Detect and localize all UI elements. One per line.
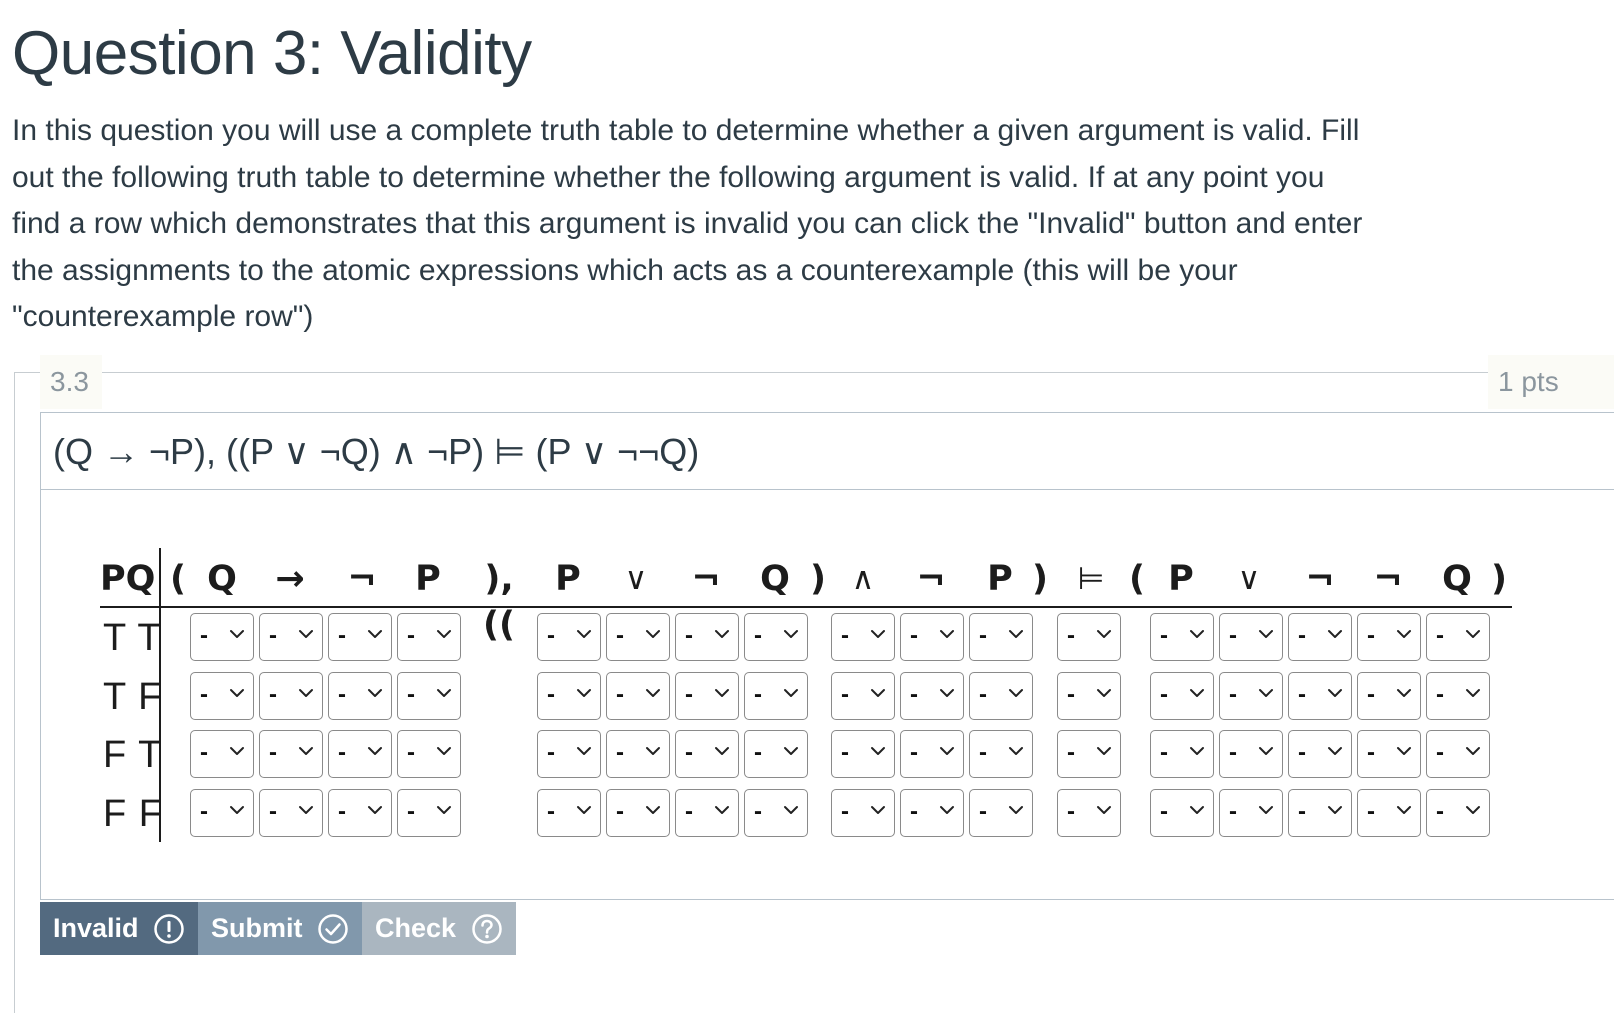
truth-value-select[interactable] bbox=[259, 730, 323, 778]
chevron-down-icon bbox=[1258, 628, 1274, 640]
truth-value-select[interactable] bbox=[900, 613, 964, 661]
select-value: - bbox=[1160, 739, 1168, 766]
exclamation-circle-icon bbox=[153, 913, 185, 945]
truth-value-select[interactable] bbox=[969, 730, 1033, 778]
select-value: - bbox=[616, 681, 624, 708]
select-value: - bbox=[338, 622, 346, 649]
select-value: - bbox=[1067, 798, 1075, 825]
chevron-down-icon bbox=[1008, 628, 1024, 640]
question-instructions: In this question you will use a complete truth table to determine whether a given argument is valid. Fill out the following truth table to determine whether the following argument is valid. If at any point you find a row which demonstrates that this argument is invalid you can click the "Invalid" button and enter the assignments to the atomic expressions which acts as a counterexample (this will be your "counterexample row") bbox=[12, 114, 1363, 333]
select-value: - bbox=[1298, 622, 1306, 649]
select-value: - bbox=[338, 798, 346, 825]
truth-value-select[interactable] bbox=[1357, 730, 1421, 778]
select-value: - bbox=[200, 622, 208, 649]
truth-value-select[interactable] bbox=[1219, 672, 1283, 720]
check-button[interactable] bbox=[362, 902, 516, 955]
chevron-down-icon bbox=[939, 687, 955, 699]
truth-value-select[interactable] bbox=[1057, 730, 1121, 778]
chevron-down-icon bbox=[645, 628, 661, 640]
select-value: - bbox=[841, 622, 849, 649]
submit-button-label: Submit bbox=[211, 913, 303, 943]
select-value: - bbox=[338, 739, 346, 766]
chevron-down-icon bbox=[367, 745, 383, 757]
truth-value-select[interactable] bbox=[675, 672, 739, 720]
truth-value-select[interactable] bbox=[675, 730, 739, 778]
select-value: - bbox=[1067, 739, 1075, 766]
truth-value-select[interactable] bbox=[259, 672, 323, 720]
select-value: - bbox=[269, 681, 277, 708]
chevron-down-icon bbox=[870, 628, 886, 640]
select-value: - bbox=[1229, 681, 1237, 708]
chevron-down-icon bbox=[1396, 628, 1412, 640]
chevron-down-icon bbox=[436, 804, 452, 816]
select-value: - bbox=[269, 622, 277, 649]
select-value: - bbox=[1436, 739, 1444, 766]
select-value: - bbox=[1298, 681, 1306, 708]
truth-value-select[interactable] bbox=[831, 789, 895, 837]
truth-value-select[interactable] bbox=[328, 789, 392, 837]
truth-value-select[interactable] bbox=[1057, 672, 1121, 720]
chevron-down-icon bbox=[1396, 804, 1412, 816]
truth-value-select[interactable] bbox=[1057, 613, 1121, 661]
select-value: - bbox=[1229, 622, 1237, 649]
chevron-down-icon bbox=[714, 687, 730, 699]
chevron-down-icon bbox=[1096, 628, 1112, 640]
chevron-down-icon bbox=[783, 628, 799, 640]
select-value: - bbox=[1298, 739, 1306, 766]
chevron-down-icon bbox=[714, 745, 730, 757]
chevron-down-icon bbox=[229, 745, 245, 757]
chevron-down-icon bbox=[783, 745, 799, 757]
select-value: - bbox=[269, 798, 277, 825]
page-title: Question 3: Validity bbox=[12, 19, 532, 88]
chevron-down-icon bbox=[1096, 745, 1112, 757]
truth-value-select[interactable] bbox=[1426, 672, 1490, 720]
chevron-down-icon bbox=[1008, 804, 1024, 816]
truth-value-select[interactable] bbox=[606, 672, 670, 720]
select-value: - bbox=[1067, 681, 1075, 708]
header-p: P bbox=[987, 559, 1013, 599]
header-q: Q bbox=[760, 559, 790, 599]
header-p: P bbox=[1168, 559, 1194, 599]
header-not: ¬ bbox=[347, 559, 377, 599]
chevron-down-icon bbox=[436, 687, 452, 699]
truth-value-select[interactable] bbox=[1357, 789, 1421, 837]
header-atoms: PQ bbox=[100, 559, 156, 599]
select-value: - bbox=[616, 622, 624, 649]
chevron-down-icon bbox=[298, 804, 314, 816]
chevron-down-icon bbox=[714, 628, 730, 640]
select-value: - bbox=[547, 798, 555, 825]
chevron-down-icon bbox=[1258, 687, 1274, 699]
chevron-down-icon bbox=[298, 745, 314, 757]
chevron-down-icon bbox=[298, 687, 314, 699]
header-q: Q bbox=[1442, 559, 1472, 599]
truth-value-select[interactable] bbox=[744, 613, 808, 661]
chevron-down-icon bbox=[576, 687, 592, 699]
truth-value-select[interactable] bbox=[675, 613, 739, 661]
truth-value-select[interactable] bbox=[969, 672, 1033, 720]
chevron-down-icon bbox=[645, 804, 661, 816]
chevron-down-icon bbox=[645, 745, 661, 757]
select-value: - bbox=[547, 739, 555, 766]
submit-button[interactable] bbox=[198, 902, 362, 955]
select-value: - bbox=[1367, 681, 1375, 708]
question-circle-icon bbox=[471, 913, 503, 945]
truth-value-select[interactable] bbox=[969, 789, 1033, 837]
chevron-down-icon bbox=[1327, 628, 1343, 640]
question-number: 3.3 bbox=[40, 355, 102, 409]
truth-value-select[interactable] bbox=[259, 789, 323, 837]
chevron-down-icon bbox=[1008, 745, 1024, 757]
chevron-down-icon bbox=[1465, 804, 1481, 816]
truth-value-select[interactable] bbox=[328, 613, 392, 661]
truth-value-select[interactable] bbox=[606, 613, 670, 661]
truth-value-select[interactable] bbox=[831, 672, 895, 720]
truth-value-select[interactable] bbox=[190, 613, 254, 661]
chevron-down-icon bbox=[939, 628, 955, 640]
chevron-down-icon bbox=[1327, 804, 1343, 816]
truth-value-select[interactable] bbox=[1288, 730, 1352, 778]
truth-value-select[interactable] bbox=[900, 672, 964, 720]
chevron-down-icon bbox=[714, 804, 730, 816]
header-entails: ⊨ bbox=[1077, 561, 1105, 597]
truth-value-select[interactable] bbox=[537, 789, 601, 837]
row-label: T F bbox=[103, 676, 163, 718]
header-not: ¬ bbox=[916, 559, 946, 599]
chevron-down-icon bbox=[783, 687, 799, 699]
truth-value-select[interactable] bbox=[328, 672, 392, 720]
truth-value-select[interactable] bbox=[1057, 789, 1121, 837]
chevron-down-icon bbox=[1258, 745, 1274, 757]
truth-value-select[interactable] bbox=[537, 672, 601, 720]
header-or: ∨ bbox=[1237, 561, 1261, 597]
chevron-down-icon bbox=[1465, 745, 1481, 757]
header-close-paren: ) bbox=[1032, 559, 1048, 599]
truth-value-select[interactable] bbox=[1288, 613, 1352, 661]
chevron-down-icon bbox=[229, 628, 245, 640]
chevron-down-icon bbox=[1189, 687, 1205, 699]
select-value: - bbox=[200, 739, 208, 766]
select-value: - bbox=[754, 622, 762, 649]
truth-value-select[interactable] bbox=[397, 672, 461, 720]
select-value: - bbox=[1160, 798, 1168, 825]
select-value: - bbox=[910, 798, 918, 825]
select-value: - bbox=[1229, 798, 1237, 825]
header-and: ∧ bbox=[851, 561, 875, 597]
truth-value-select[interactable] bbox=[675, 789, 739, 837]
select-value: - bbox=[616, 739, 624, 766]
select-value: - bbox=[754, 739, 762, 766]
header-p: P bbox=[555, 559, 581, 599]
select-value: - bbox=[685, 739, 693, 766]
chevron-down-icon bbox=[783, 804, 799, 816]
select-value: - bbox=[1436, 622, 1444, 649]
select-value: - bbox=[1367, 739, 1375, 766]
truth-value-select[interactable] bbox=[1150, 789, 1214, 837]
question-points: 1 pts bbox=[1488, 355, 1614, 409]
chevron-down-icon bbox=[870, 687, 886, 699]
truth-value-select[interactable] bbox=[1288, 789, 1352, 837]
truth-value-select[interactable] bbox=[1426, 789, 1490, 837]
chevron-down-icon bbox=[870, 745, 886, 757]
chevron-down-icon bbox=[1096, 804, 1112, 816]
row-label: T T bbox=[103, 617, 162, 659]
truth-value-select[interactable] bbox=[397, 613, 461, 661]
chevron-down-icon bbox=[1189, 628, 1205, 640]
header-open-paren: ( bbox=[170, 559, 186, 599]
argument-box bbox=[40, 412, 1614, 490]
select-value: - bbox=[910, 681, 918, 708]
truth-value-select[interactable] bbox=[397, 789, 461, 837]
select-value: - bbox=[841, 798, 849, 825]
select-value: - bbox=[979, 681, 987, 708]
select-value: - bbox=[1367, 622, 1375, 649]
check-circle-icon bbox=[317, 913, 349, 945]
header-implies: → bbox=[275, 559, 305, 599]
select-value: - bbox=[407, 622, 415, 649]
select-value: - bbox=[979, 622, 987, 649]
chevron-down-icon bbox=[1327, 687, 1343, 699]
select-value: - bbox=[200, 798, 208, 825]
select-value: - bbox=[200, 681, 208, 708]
select-value: - bbox=[685, 681, 693, 708]
header-q: Q bbox=[207, 559, 237, 599]
select-value: - bbox=[754, 681, 762, 708]
chevron-down-icon bbox=[298, 628, 314, 640]
truth-value-select[interactable] bbox=[831, 730, 895, 778]
select-value: - bbox=[338, 681, 346, 708]
chevron-down-icon bbox=[1396, 687, 1412, 699]
truth-value-select[interactable] bbox=[744, 789, 808, 837]
header-close-paren: ) bbox=[1491, 559, 1507, 599]
chevron-down-icon bbox=[1096, 687, 1112, 699]
chevron-down-icon bbox=[229, 804, 245, 816]
select-value: - bbox=[547, 622, 555, 649]
truth-value-select[interactable] bbox=[1150, 672, 1214, 720]
truth-value-select[interactable] bbox=[537, 730, 601, 778]
header-not: ¬ bbox=[1305, 559, 1335, 599]
truth-value-select[interactable] bbox=[1219, 730, 1283, 778]
truth-value-select[interactable] bbox=[744, 730, 808, 778]
chevron-down-icon bbox=[1008, 687, 1024, 699]
truth-value-select[interactable] bbox=[1150, 613, 1214, 661]
chevron-down-icon bbox=[1396, 745, 1412, 757]
header-or: ∨ bbox=[624, 561, 648, 597]
truth-value-select[interactable] bbox=[537, 613, 601, 661]
truth-value-select[interactable] bbox=[900, 789, 964, 837]
chevron-down-icon bbox=[1258, 804, 1274, 816]
chevron-down-icon bbox=[576, 804, 592, 816]
truth-value-select[interactable] bbox=[190, 789, 254, 837]
row-label: F T bbox=[103, 734, 163, 776]
chevron-down-icon bbox=[367, 628, 383, 640]
select-value: - bbox=[407, 681, 415, 708]
select-value: - bbox=[407, 798, 415, 825]
select-value: - bbox=[1067, 622, 1075, 649]
chevron-down-icon bbox=[436, 628, 452, 640]
header-not: ¬ bbox=[1373, 559, 1403, 599]
chevron-down-icon bbox=[436, 745, 452, 757]
select-value: - bbox=[1160, 681, 1168, 708]
chevron-down-icon bbox=[645, 687, 661, 699]
chevron-down-icon bbox=[367, 687, 383, 699]
invalid-button[interactable] bbox=[40, 902, 198, 955]
truth-value-select[interactable] bbox=[190, 730, 254, 778]
select-value: - bbox=[269, 739, 277, 766]
chevron-down-icon bbox=[939, 804, 955, 816]
chevron-down-icon bbox=[576, 628, 592, 640]
select-value: - bbox=[616, 798, 624, 825]
row-label: F F bbox=[103, 793, 163, 835]
truth-value-select[interactable] bbox=[1219, 789, 1283, 837]
select-value: - bbox=[1298, 798, 1306, 825]
truth-value-select[interactable] bbox=[397, 730, 461, 778]
truth-value-select[interactable] bbox=[1357, 672, 1421, 720]
truth-value-select[interactable] bbox=[259, 613, 323, 661]
select-value: - bbox=[1160, 622, 1168, 649]
truth-value-select[interactable] bbox=[831, 613, 895, 661]
select-value: - bbox=[685, 798, 693, 825]
truth-value-select[interactable] bbox=[1426, 730, 1490, 778]
chevron-down-icon bbox=[229, 687, 245, 699]
header-open-paren: ( bbox=[1129, 559, 1145, 599]
truth-value-select[interactable] bbox=[900, 730, 964, 778]
truth-value-select[interactable] bbox=[1150, 730, 1214, 778]
truth-value-select[interactable] bbox=[1426, 613, 1490, 661]
check-button-label: Check bbox=[375, 913, 457, 943]
select-value: - bbox=[841, 739, 849, 766]
select-value: - bbox=[1436, 798, 1444, 825]
chevron-down-icon bbox=[870, 804, 886, 816]
header-p: P bbox=[415, 559, 441, 599]
select-value: - bbox=[1367, 798, 1375, 825]
select-value: - bbox=[841, 681, 849, 708]
truth-value-select[interactable] bbox=[606, 789, 670, 837]
chevron-down-icon bbox=[939, 745, 955, 757]
select-value: - bbox=[979, 739, 987, 766]
chevron-down-icon bbox=[1189, 745, 1205, 757]
truth-value-select[interactable] bbox=[190, 672, 254, 720]
select-value: - bbox=[754, 798, 762, 825]
truth-value-select[interactable] bbox=[606, 730, 670, 778]
chevron-down-icon bbox=[1189, 804, 1205, 816]
chevron-down-icon bbox=[576, 745, 592, 757]
select-value: - bbox=[1229, 739, 1237, 766]
truth-value-select[interactable] bbox=[328, 730, 392, 778]
truth-value-select[interactable] bbox=[1357, 613, 1421, 661]
argument-text: (Q → ¬P), ((P ∨ ¬Q) ∧ ¬P) ⊨ (P ∨ ¬¬Q) bbox=[53, 431, 700, 472]
select-value: - bbox=[910, 622, 918, 649]
select-value: - bbox=[1436, 681, 1444, 708]
chevron-down-icon bbox=[1465, 628, 1481, 640]
truth-value-select[interactable] bbox=[969, 613, 1033, 661]
select-value: - bbox=[979, 798, 987, 825]
select-value: - bbox=[685, 622, 693, 649]
select-value: - bbox=[910, 739, 918, 766]
truth-value-select[interactable] bbox=[744, 672, 808, 720]
invalid-button-label: Invalid bbox=[53, 913, 139, 943]
truth-value-select[interactable] bbox=[1288, 672, 1352, 720]
chevron-down-icon bbox=[1465, 687, 1481, 699]
header-close-paren: ) bbox=[810, 559, 826, 599]
select-value: - bbox=[547, 681, 555, 708]
header-paren-group: ),(( bbox=[483, 559, 515, 645]
chevron-down-icon bbox=[1327, 745, 1343, 757]
header-not: ¬ bbox=[691, 559, 721, 599]
chevron-down-icon bbox=[367, 804, 383, 816]
select-value: - bbox=[407, 739, 415, 766]
truth-value-select[interactable] bbox=[1219, 613, 1283, 661]
